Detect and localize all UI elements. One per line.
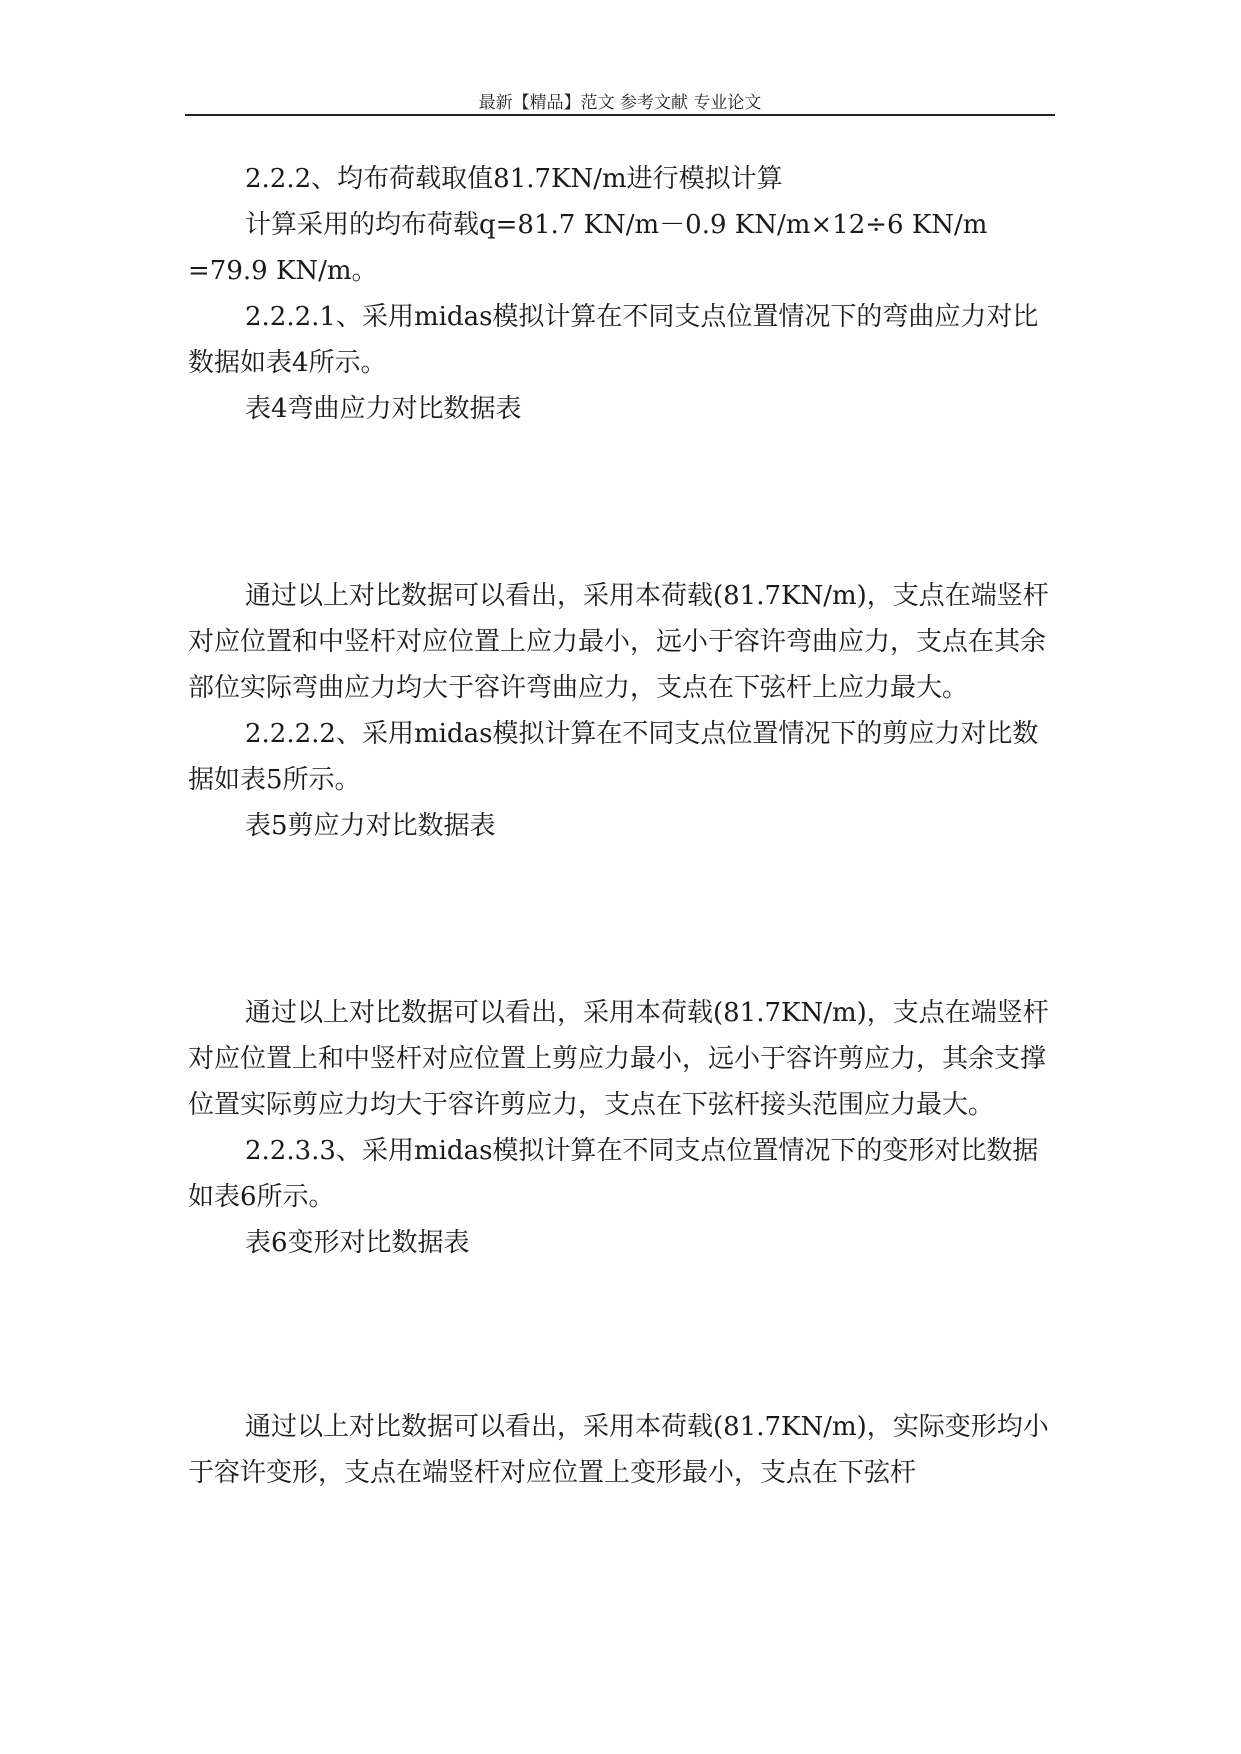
paragraph-shear-stress-intro: 2.2.2.2、采用midas模拟计算在不同支点位置情况下的剪应力对比数据如表5所示。	[188, 719, 1039, 795]
table-4-caption: 表4弯曲应力对比数据表	[245, 394, 522, 424]
section-heading-2-2-2: 2.2.2、均布荷载取值81.7KN/m进行模拟计算	[245, 164, 783, 194]
header-divider	[185, 114, 1055, 116]
table-4-placeholder	[188, 432, 1054, 573]
paragraph-shear-stress-conclusion: 通过以上对比数据可以看出，采用本荷载(81.7KN/m)，支点在端竖杆对应位置上和中竖杆对应位置上剪应力最小，远小于容许剪应力，其余支撑位置实际剪应力均大于容许剪应力，支点在下弦杆接头范围应力最大。	[188, 998, 1049, 1120]
paragraph-bending-stress-intro: 2.2.2.1、采用midas模拟计算在不同支点位置情况下的弯曲应力对比数据如表4所示。	[188, 302, 1039, 378]
paragraph-deformation-intro: 2.2.3.3、采用midas模拟计算在不同支点位置情况下的变形对比数据如表6所示。	[188, 1136, 1039, 1212]
table-6-placeholder	[188, 1266, 1054, 1404]
document-body	[188, 156, 1054, 1496]
page-header: 最新【精品】范文 参考文献 专业论文	[478, 93, 762, 113]
table-6-caption: 表6变形对比数据表	[245, 1228, 470, 1258]
table-5-caption: 表5剪应力对比数据表	[245, 811, 496, 841]
load-formula-result: =79.9 KN/m。	[188, 256, 378, 286]
paragraph-deformation-conclusion: 通过以上对比数据可以看出，采用本荷载(81.7KN/m)，实际变形均小于容许变形，支点在端竖杆对应位置上变形最小，支点在下弦杆	[188, 1412, 1049, 1488]
paragraph-bending-stress-conclusion: 通过以上对比数据可以看出，采用本荷载(81.7KN/m)，支点在端竖杆对应位置和中竖杆对应位置上应力最小，远小于容许弯曲应力，支点在其余部位实际弯曲应力均大于容许弯曲应力，支点在下弦杆上应力最大。	[188, 581, 1049, 703]
table-5-placeholder	[188, 849, 1054, 990]
load-formula-line: 计算采用的均布荷载q=81.7 KN/m－0.9 KN/m×12÷6 KN/m	[245, 210, 988, 240]
